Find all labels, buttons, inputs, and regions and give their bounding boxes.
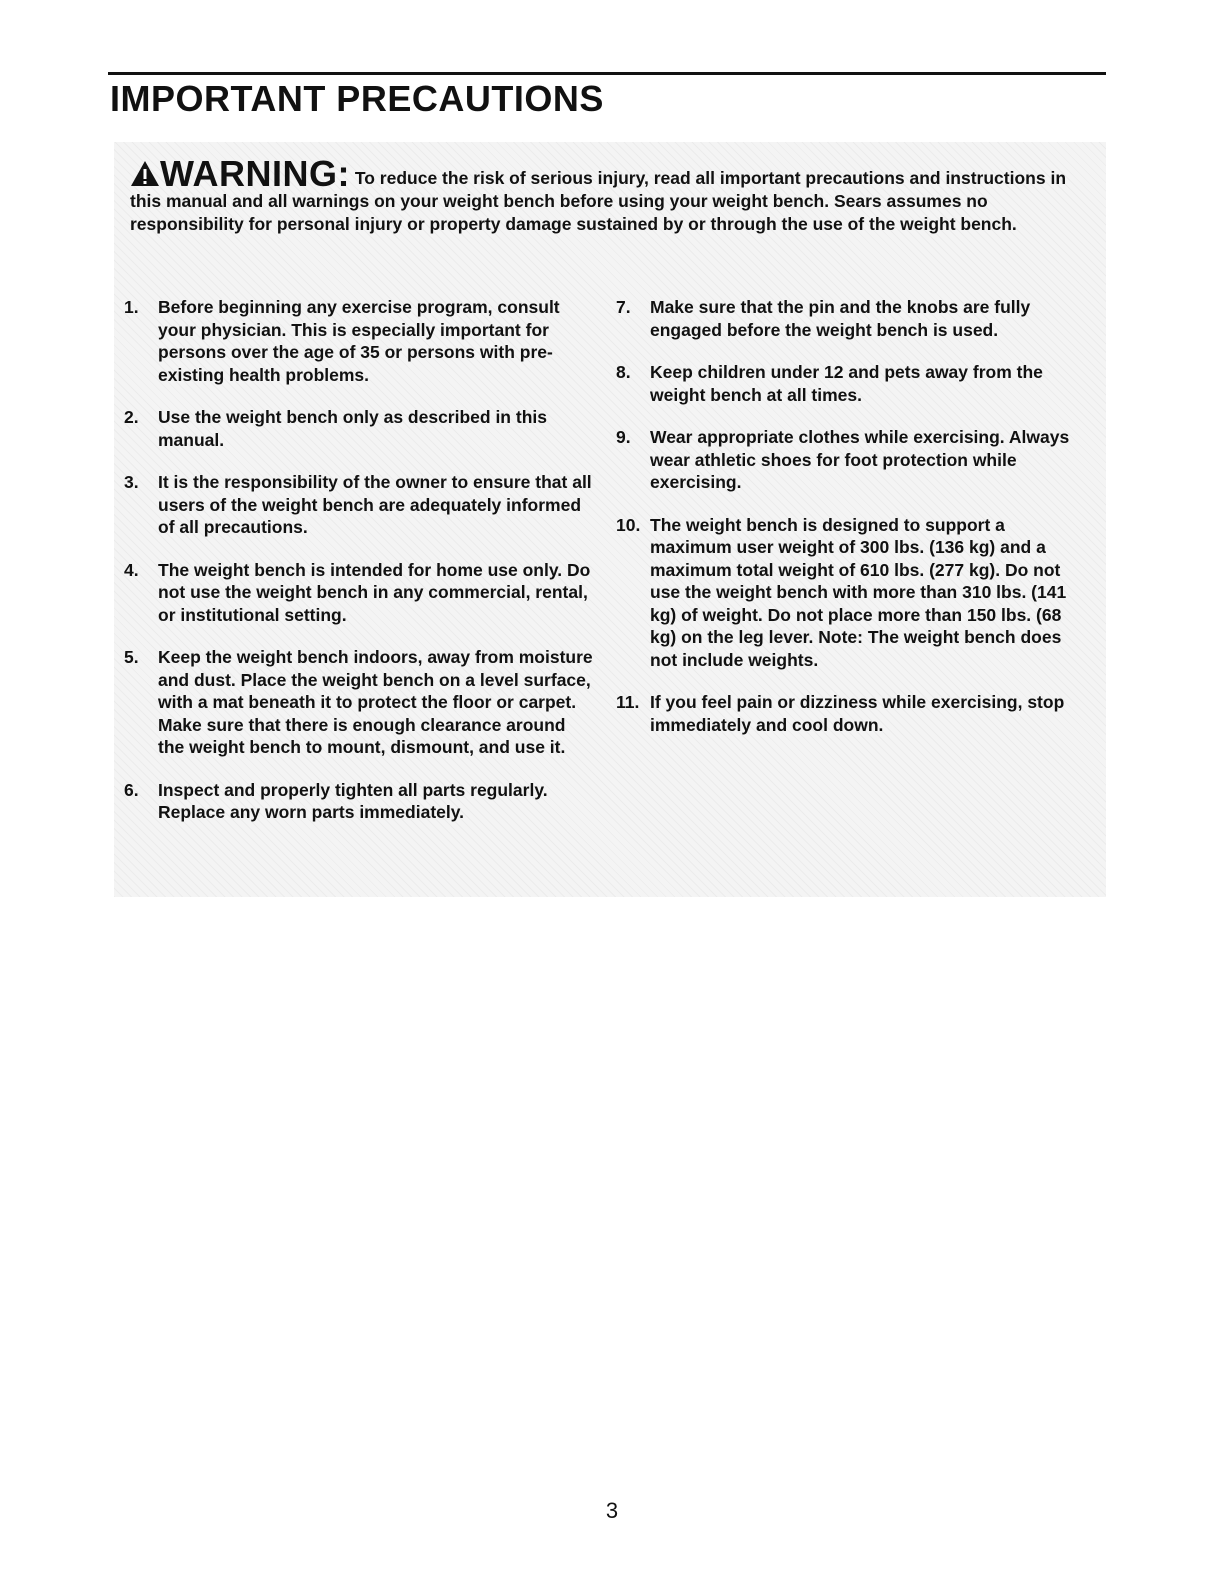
item-number: 3. [124, 472, 139, 492]
item-number: 2. [124, 407, 139, 427]
item-number: 8. [616, 362, 631, 382]
precautions-left-column [124, 296, 596, 844]
item-number: 11. [616, 692, 640, 712]
list-item [124, 471, 596, 539]
item-number: 10. [616, 514, 641, 535]
item-text: The weight bench is designed to support a maximum user weight of 300 lbs. (136 kg) and a maximum total weight of 610 lbs. (277 kg). Do not use the weight bench with more than 310 lbs. (141 kg) of weight. Do not place more than 150 lbs. (68 kg) on the leg lever. Note: The weight bench does not include weights. [650, 514, 1067, 670]
list-item [616, 691, 1088, 736]
item-text: Make sure that the pin and the knobs are fully engaged before the weight bench is used. [650, 297, 1031, 340]
list-item [124, 559, 596, 627]
item-text: Keep children under 12 and pets away from the weight bench at all times. [650, 362, 1043, 405]
item-text: Before beginning any exercise program, consult your physician. This is especially important for persons over the age of 35 or persons with pre-existing health problems. [158, 297, 560, 385]
page-title: IMPORTANT PRECAUTIONS [110, 78, 604, 119]
item-text: Use the weight bench only as described in this manual. [158, 407, 547, 450]
precautions-right-column [616, 296, 1088, 756]
warning-block [130, 153, 1090, 236]
warning-triangle-icon [130, 160, 160, 187]
list-item [616, 296, 1088, 341]
list-item [616, 426, 1088, 494]
item-number: 6. [124, 779, 139, 800]
list-item [616, 361, 1088, 406]
title-rule [108, 72, 1106, 75]
item-text: Wear appropriate clothes while exercising. Always wear athletic shoes for foot protection while exercising. [650, 427, 1070, 492]
item-number: 9. [616, 427, 631, 447]
item-number: 4. [124, 559, 139, 580]
item-text: It is the responsibility of the owner to ensure that all users of the weight bench are adequately informed of all precautions. [158, 472, 592, 537]
item-text: Inspect and properly tighten all parts regularly. Replace any worn parts immediately. [158, 779, 548, 822]
page-number: 3 [605, 1498, 619, 1523]
list-item [616, 514, 1088, 672]
item-text: If you feel pain or dizziness while exercising, stop immediately and cool down. [650, 692, 1065, 735]
list-item [124, 406, 596, 451]
list-item [124, 779, 596, 824]
item-number: 5. [124, 647, 139, 667]
list-item [124, 296, 596, 386]
warning-heading: WARNING: [160, 153, 350, 194]
item-number: 1. [124, 297, 139, 317]
list-item [124, 646, 596, 759]
warning-text: To reduce the risk of serious injury, read all important precautions and instructions in this manual and all warnings on your weight bench before using your weight bench. Sears assumes no responsibility for personal injury or property damage sustained by or through the use of the weight bench. [130, 168, 1067, 234]
item-text: The weight bench is intended for home use only. Do not use the weight bench in any commercial, rental, or institutional setting. [158, 559, 591, 625]
item-number: 7. [616, 297, 631, 317]
item-text: Keep the weight bench indoors, away from moisture and dust. Place the weight bench on a level surface, with a mat beneath it to protect the floor or carpet. Make sure that there is enough clearance around the weight bench to mount, dismount, and use it. [158, 647, 593, 757]
